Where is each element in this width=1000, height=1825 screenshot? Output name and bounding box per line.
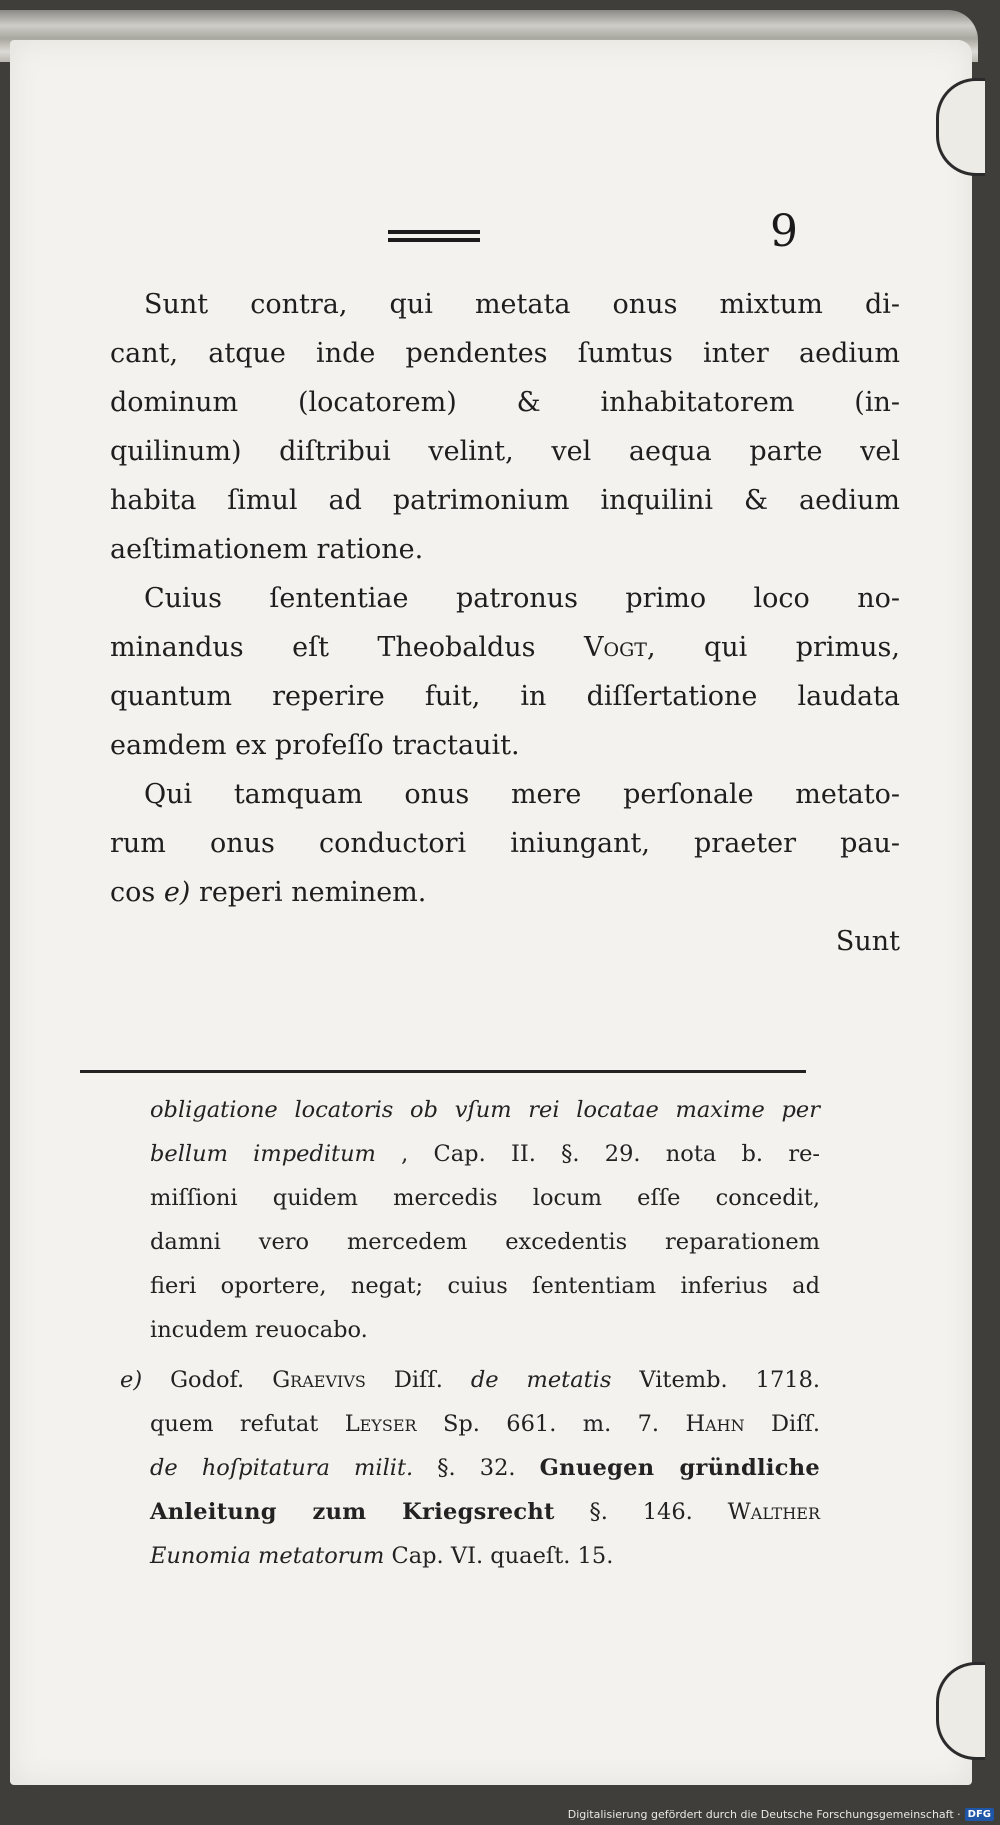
footnote-ref: e): [163, 877, 191, 908]
author-name: Leyser: [344, 1411, 417, 1437]
text-line: cant, atque inde pendentes ſumtus inter aedium: [110, 338, 900, 369]
footnote-fragment: Vitemb. 1718.: [639, 1367, 821, 1393]
footnote-fragment: Eunomia metatorum: [150, 1543, 385, 1569]
footnote-line: [120, 1358, 820, 1402]
text-line: [110, 868, 900, 917]
text-line: [110, 623, 900, 672]
footnote-fragment: §. 32.: [437, 1455, 516, 1481]
footnote-rule: [80, 1070, 806, 1073]
footnote-fragment: , Cap. II. §. 29. nota b. re-: [401, 1141, 821, 1167]
footnote-e: [120, 1358, 820, 1578]
author-name: Walther: [727, 1499, 820, 1525]
footnote-line: obligatione locatoris ob vſum rei locatae maxime per: [150, 1097, 820, 1123]
author-name: Graevivs: [272, 1367, 366, 1393]
page-header: [10, 206, 972, 270]
text-line: quilinum) diſtribui velint, vel aequa parte vel: [110, 436, 900, 467]
paragraph-2: [110, 574, 900, 770]
text-line: rum onus conductori iniungant, praeter pau-: [110, 828, 900, 859]
footnote-line: miſſioni quidem mercedis locum eſſe concedit,: [150, 1185, 820, 1211]
footnote-line: incudem reuocabo.: [150, 1317, 368, 1343]
footnote-fragment: de hoſpitatura milit.: [150, 1455, 414, 1481]
credit-text: Digitalisierung gefördert durch die Deutsche Forschungsgemeinschaft ·: [567, 1808, 961, 1821]
catchword: Sunt: [835, 926, 900, 957]
text-line: Sunt contra, qui metata onus mixtum di-: [144, 289, 900, 320]
text-line: dominum (locatorem) & inhabitatorem (in-: [110, 387, 900, 418]
footnote-fragment: Sp. 661. m. 7.: [442, 1411, 660, 1437]
footnote-fragment: Diſſ.: [770, 1411, 821, 1437]
author-name: Hahn: [685, 1411, 745, 1437]
author-name: Vogt: [584, 632, 647, 663]
page-number: 9: [770, 206, 798, 257]
text-line: aeſtimationem ratione.: [110, 534, 424, 565]
footnotes: [120, 1088, 820, 1578]
text-line: Cuius ſententiae patronus primo loco no-: [144, 583, 900, 614]
footnote-line: [120, 1402, 820, 1446]
footnote-fragment: §. 146.: [589, 1499, 693, 1525]
text-line: quantum reperire fuit, in diſſertatione laudata: [110, 681, 900, 712]
footnote-line: [120, 1132, 820, 1176]
dfg-logo-icon: DFG: [965, 1808, 994, 1821]
text-line: Qui tamquam onus mere perſonale metato-: [144, 779, 900, 810]
footnote-fragment: Godof.: [170, 1367, 245, 1393]
footnote-fragment: Gnuegen gründliche: [539, 1455, 821, 1481]
text-line: habita ſimul ad patrimonium inquilini & aedium: [110, 485, 900, 516]
footnote-fragment: Diſſ.: [393, 1367, 443, 1393]
footnote-line: [120, 1446, 820, 1490]
footnote-line: [120, 1534, 820, 1578]
footnote-fragment: Anleitung zum Kriegsrecht: [150, 1499, 555, 1525]
paragraph-1: [110, 280, 900, 574]
footnote-fragment: de metatis: [470, 1367, 612, 1393]
book-page: [10, 40, 972, 1785]
main-text: [110, 280, 900, 966]
footnote-fragment: quem refutat: [150, 1411, 319, 1437]
header-ornament-icon: [388, 230, 480, 242]
footnote-line: [120, 1490, 820, 1534]
text-fragment: reperi neminem.: [198, 877, 427, 908]
footnote-d-continued: [120, 1088, 820, 1352]
footnote-line: damni vero mercedem excedentis reparationem: [150, 1229, 820, 1255]
text-fragment: , qui primus,: [646, 632, 900, 663]
footnote-marker: e): [120, 1367, 143, 1393]
footnote-fragment: bellum impeditum: [150, 1141, 376, 1167]
paragraph-3: [110, 770, 900, 917]
digitization-credit: [568, 1808, 994, 1821]
footnote-line: fieri oportere, negat; cuius ſententiam inferius ad: [150, 1273, 820, 1299]
text-line: eamdem ex profeſſo tractauit.: [110, 730, 520, 761]
footnote-fragment: Cap. VI. quaeſt. 15.: [391, 1543, 614, 1569]
text-fragment: cos: [110, 877, 156, 908]
text-fragment: minandus eſt Theobaldus: [110, 632, 536, 663]
